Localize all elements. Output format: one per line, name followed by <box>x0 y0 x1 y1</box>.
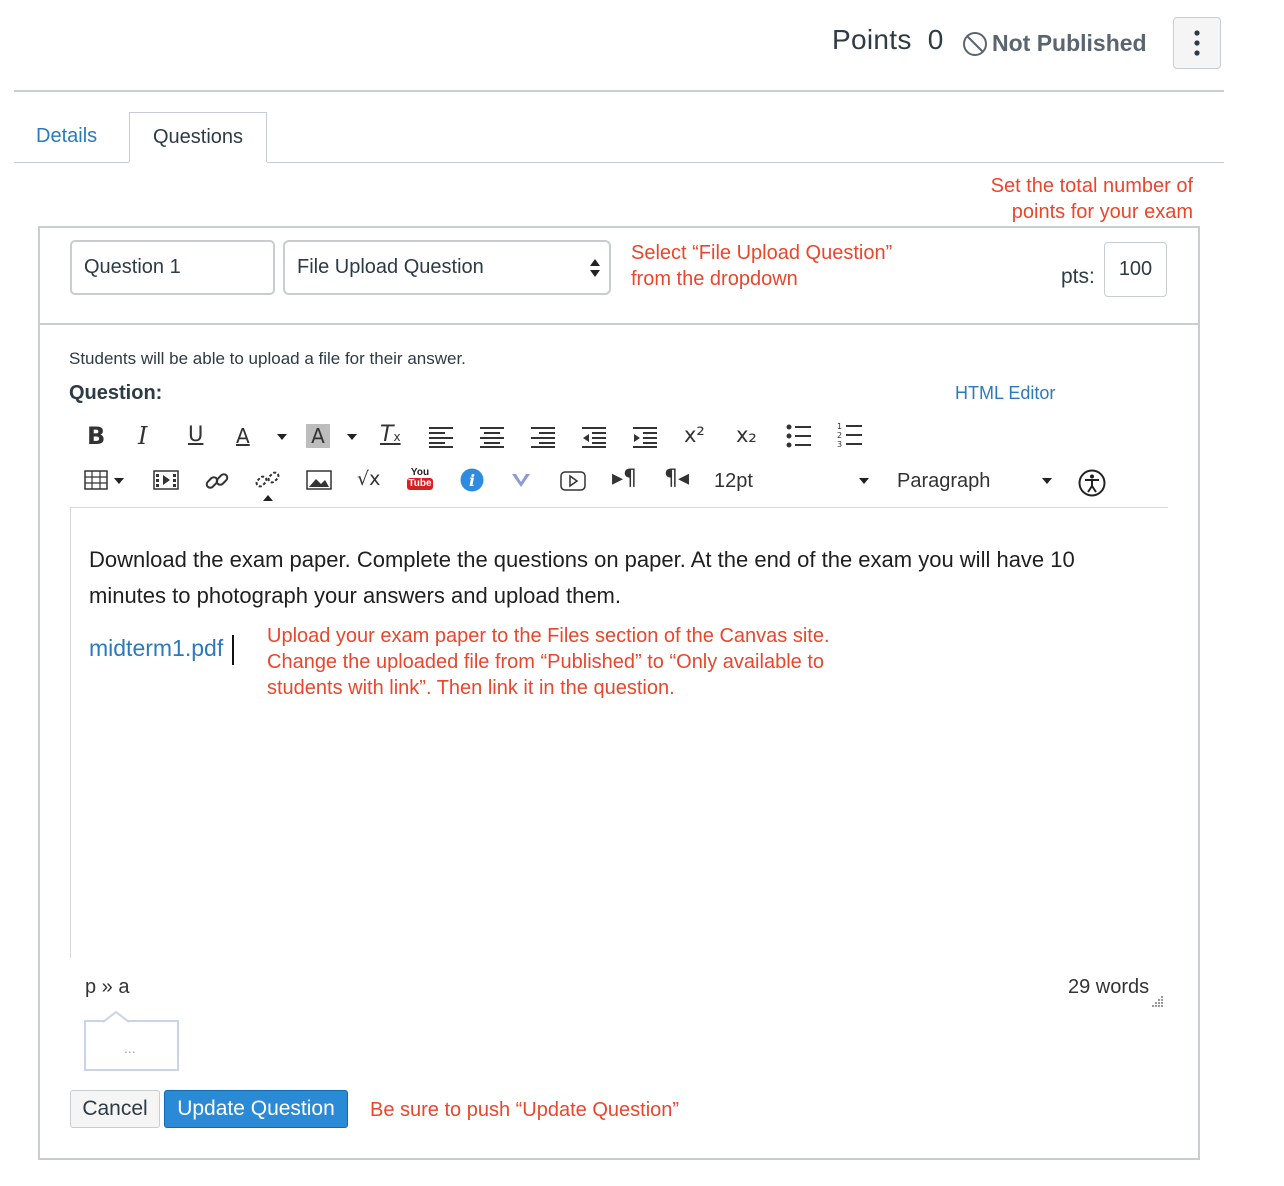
annotation-upload-line3: students with link”. Then link it in the question. <box>267 677 675 699</box>
annotation-upload-line2: Change the uploaded file from “Published” to “Only available to <box>267 651 824 673</box>
attached-file-link[interactable]: midterm1.pdf <box>89 635 224 661</box>
annotation-points: Set the total number of points for your exam <box>990 175 1193 223</box>
indent-icon[interactable] <box>632 426 658 448</box>
vimeo-icon[interactable] <box>511 472 531 488</box>
youtube-icon-top: You <box>410 467 430 478</box>
text-cursor <box>232 635 234 665</box>
svg-text:i: i <box>468 471 476 490</box>
subscript-button[interactable]: x₂ <box>736 423 757 447</box>
more-options-button[interactable] <box>1173 17 1221 69</box>
editor-left-border <box>70 508 71 958</box>
question-help-text: Students will be able to upload a file for their answer. <box>69 349 466 368</box>
question-type-select[interactable] <box>283 240 611 295</box>
text-color-button[interactable]: A <box>236 424 250 448</box>
question-type-value: File Upload Question <box>297 256 484 278</box>
underline-button[interactable]: U <box>188 422 204 446</box>
align-left-icon[interactable] <box>428 426 454 448</box>
block-format-dropdown-icon <box>1042 478 1052 484</box>
question-label: Question: <box>69 382 163 404</box>
active-tab-gap <box>129 162 267 164</box>
points-label: Points <box>832 24 912 55</box>
youtube-icon[interactable] <box>407 468 433 490</box>
font-size-dropdown-icon <box>859 478 869 484</box>
superscript-button[interactable]: x² <box>684 423 705 447</box>
header-divider <box>14 90 1224 92</box>
select-arrows-icon <box>589 258 601 278</box>
font-size-value: 12pt <box>714 470 753 492</box>
popup-text: ... <box>124 1040 136 1056</box>
question-name-input[interactable]: Question 1 <box>70 240 275 295</box>
math-formula-button[interactable]: √x <box>357 468 381 490</box>
font-size-select[interactable] <box>714 470 874 494</box>
block-format-select[interactable] <box>897 470 1057 494</box>
bold-button[interactable]: B <box>87 422 106 450</box>
question-header-divider <box>40 323 1198 325</box>
annotation-upload-line1: Upload your exam paper to the Files section of the Canvas site. <box>267 625 830 647</box>
points-value: 0 <box>927 24 944 55</box>
svg-text:2: 2 <box>837 431 843 440</box>
numbered-list-icon[interactable] <box>837 422 863 448</box>
annotation-update: Be sure to push “Update Question” <box>370 1099 680 1121</box>
annotation-upload <box>267 623 830 701</box>
annotation-select-line2: from the dropdown <box>631 268 798 290</box>
update-question-button[interactable]: Update Question <box>164 1090 348 1128</box>
svg-text:3: 3 <box>837 440 843 448</box>
align-right-icon[interactable] <box>530 426 556 448</box>
points-input[interactable]: 100 <box>1104 242 1167 297</box>
cancel-button[interactable]: Cancel <box>70 1090 160 1128</box>
tab-questions[interactable]: Questions <box>129 112 267 164</box>
background-color-dropdown-icon[interactable] <box>347 434 357 440</box>
publish-status <box>962 30 1147 57</box>
accessibility-checker-icon[interactable] <box>1078 469 1106 497</box>
html-editor-link[interactable]: HTML Editor <box>955 383 1056 403</box>
bullet-list-icon[interactable] <box>786 424 812 448</box>
word-count: 29 words <box>1068 976 1150 998</box>
clear-formatting-button[interactable]: Tx <box>380 422 401 447</box>
popup-pointer <box>103 1011 129 1023</box>
publish-status-label: Not Published <box>992 30 1147 56</box>
points-field-label: pts: <box>1061 265 1095 288</box>
editor-body-text[interactable]: Download the exam paper. Complete the questions on paper. At the end of the exam you will have 10 minutes to photograph your answers and upload them. <box>89 547 1075 608</box>
table-icon[interactable] <box>84 470 108 490</box>
tab-details[interactable]: Details <box>36 125 98 147</box>
annotation-select-type <box>631 240 892 292</box>
svg-text:1: 1 <box>837 422 843 431</box>
rtl-direction-button[interactable]: ¶◂ <box>664 466 690 491</box>
info-icon[interactable] <box>460 468 484 492</box>
unlink-icon[interactable] <box>254 466 282 502</box>
outdent-icon[interactable] <box>581 426 607 448</box>
resize-handle-icon[interactable] <box>1150 995 1164 1009</box>
ltr-direction-button[interactable]: ▸¶ <box>612 466 638 491</box>
text-color-dropdown-icon[interactable] <box>277 434 287 440</box>
not-published-icon <box>962 31 988 57</box>
kebab-menu-icon <box>1194 30 1200 56</box>
video-play-icon[interactable] <box>560 470 586 492</box>
link-icon[interactable] <box>204 468 230 494</box>
background-color-button[interactable]: A <box>306 424 330 448</box>
media-icon[interactable] <box>153 470 179 490</box>
youtube-icon-bottom: Tube <box>408 478 432 489</box>
element-path: p » a <box>85 976 130 998</box>
block-format-value: Paragraph <box>897 470 991 492</box>
image-icon[interactable] <box>306 470 332 490</box>
italic-button[interactable]: I <box>138 422 148 450</box>
editor-top-border <box>70 507 1168 508</box>
align-center-icon[interactable] <box>479 426 505 448</box>
table-dropdown-icon[interactable] <box>114 478 124 484</box>
annotation-select-line1: Select “File Upload Question” <box>631 242 893 264</box>
points-display <box>832 24 944 56</box>
